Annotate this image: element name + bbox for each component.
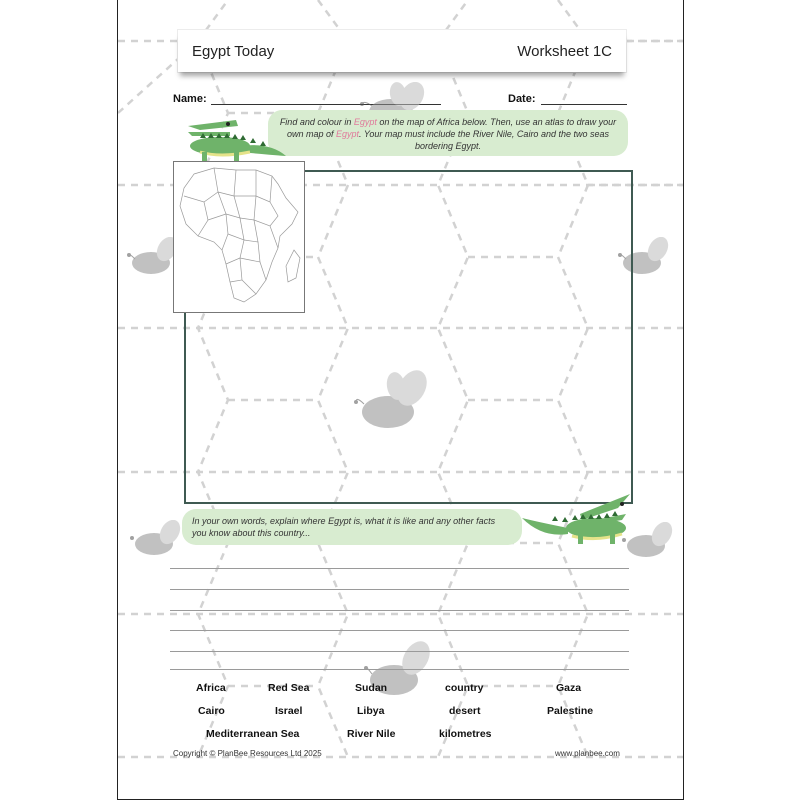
prompt-bubble	[182, 509, 522, 545]
title-banner	[178, 30, 626, 72]
word-bank-item: Gaza	[556, 682, 582, 694]
writing-line[interactable]	[170, 630, 629, 631]
crocodile-icon	[180, 112, 290, 164]
egypt-highlight: Egypt	[336, 129, 360, 139]
writing-line[interactable]	[170, 610, 629, 611]
instruction-text	[268, 110, 628, 152]
worksheet-page	[117, 0, 684, 800]
crocodile-icon	[518, 484, 640, 550]
africa-map-box	[173, 161, 305, 313]
writing-line[interactable]	[170, 669, 629, 670]
egypt-highlight: Egypt	[353, 117, 377, 127]
writing-line[interactable]	[170, 651, 629, 652]
word-bank-item: Mediterranean Sea	[206, 728, 300, 740]
word-bank-item: kilometres	[439, 728, 492, 740]
instruction-bubble	[268, 110, 628, 156]
name-label: Name:	[173, 93, 207, 105]
date-label: Date:	[508, 93, 536, 105]
worksheet-title: Egypt Today	[192, 43, 275, 60]
instruction-part: . Your map must include the River Nile, Cairo and the two seas bordering Egypt.	[359, 129, 609, 151]
writing-line[interactable]	[170, 568, 629, 569]
writing-line[interactable]	[170, 589, 629, 590]
word-bank-item: Red Sea	[268, 682, 310, 694]
date-field[interactable]	[541, 104, 627, 105]
worksheet-number: Worksheet 1C	[517, 43, 612, 60]
word-bank-item: Israel	[275, 705, 303, 717]
word-bank-item: country	[445, 682, 484, 694]
copyright-text: Copyright © PlanBee Resources Ltd 2025	[173, 749, 322, 758]
prompt-text: In your own words, explain where Egypt is, what it is like and any other facts you know about this country...	[192, 516, 496, 538]
word-bank-item: Africa	[196, 682, 226, 694]
instruction-part: on the map of Africa below. Then, use an atlas to draw your own map of	[286, 117, 617, 139]
word-bank-item: Palestine	[547, 705, 594, 717]
word-bank-item: desert	[449, 705, 481, 717]
bee-icon	[358, 640, 438, 706]
word-bank-item: Cairo	[198, 705, 225, 717]
word-bank-item: Sudan	[355, 682, 388, 694]
africa-map	[174, 162, 304, 312]
word-bank-item: Libya	[357, 705, 385, 717]
website-link[interactable]: www.planbee.com	[555, 749, 620, 758]
bee-icon	[126, 520, 186, 560]
word-bank-item: River Nile	[347, 728, 396, 740]
instruction-part: Find and colour in	[279, 117, 354, 127]
